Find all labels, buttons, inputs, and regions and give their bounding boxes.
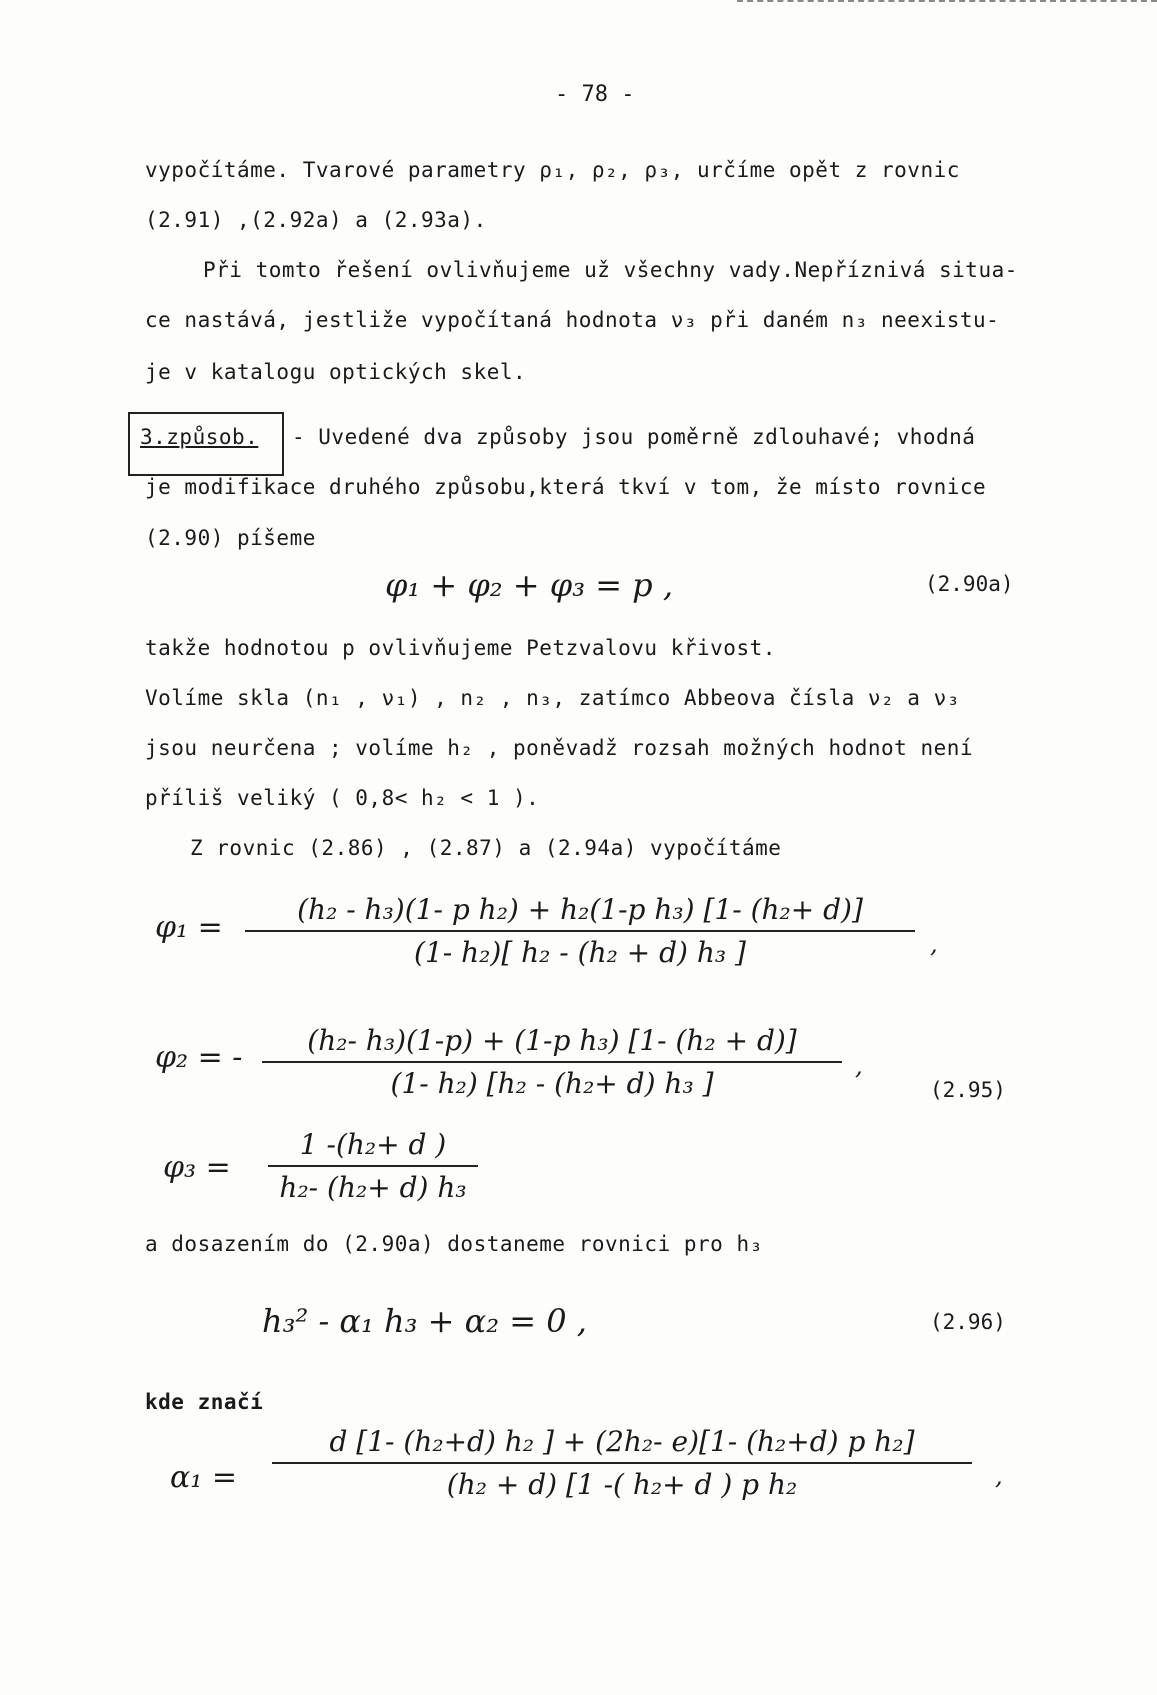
phi2-comma: , <box>855 1052 863 1080</box>
equation-2-96: h₃² - α₁ h₃ + α₂ = 0 , <box>262 1302 587 1340</box>
phi1-denominator: (1- h₂)[ h₂ - (h₂ + d) h₃ ] <box>414 936 746 969</box>
text-line-3: Při tomto řešení ovlivňujeme už všechny vady.Nepříznivá situa- <box>203 258 1018 282</box>
phi2-lhs: φ₂ = - <box>155 1040 243 1075</box>
text-line-13: Z rovnic (2.86) , (2.87) a (2.94a) vypočítáme <box>190 836 782 860</box>
text-line-14: a dosazením do (2.90a) dostaneme rovnici pro h₃ <box>145 1232 763 1256</box>
fraction-bar <box>262 1061 842 1063</box>
text-line-11: jsou neurčena ; volíme h₂ , poněvadž rozsah možných hodnot není <box>145 736 974 760</box>
alpha1-lhs: α₁ = <box>170 1460 237 1495</box>
phi1-comma: , <box>930 930 938 958</box>
fraction-bar <box>245 930 915 932</box>
equation-2-90a: φ₁ + φ₂ + φ₃ = p , <box>385 566 673 604</box>
phi3-denominator: h₂- (h₂+ d) h₃ <box>279 1171 467 1204</box>
phi1-numerator: (h₂ - h₃)(1- p h₂) + h₂(1-p h₃) [1- (h₂+ d)] <box>297 893 863 926</box>
text-line-6: - Uvedené dva způsoby jsou poměrně zdlouhavé; vhodná <box>292 425 976 449</box>
text-line-9: takže hodnotou p ovlivňujeme Petzvalovu křivost. <box>145 636 776 660</box>
phi1-fraction <box>245 893 915 969</box>
phi2-fraction <box>262 1024 842 1100</box>
method-label: 3.způsob. <box>140 425 259 449</box>
text-line-10: Volíme skla (n₁ , ν₁) , n₂ , n₃, zatímco Abbeova čísla ν₂ a ν₃ <box>145 686 960 710</box>
text-line-12: příliš veliký ( 0,8< h₂ < 1 ). <box>145 786 540 810</box>
text-line-5: je v katalogu optických skel. <box>145 360 527 384</box>
alpha1-fraction <box>272 1425 972 1501</box>
alpha1-numerator: d [1- (h₂+d) h₂ ] + (2h₂- e)[1- (h₂+d) p h₂] <box>329 1425 915 1458</box>
text-line-8: (2.90) píšeme <box>145 526 316 550</box>
equation-number-2-95: (2.95) <box>930 1078 1006 1102</box>
text-line-15: kde značí <box>145 1390 264 1414</box>
fraction-bar <box>268 1165 478 1167</box>
equation-number-2-90a: (2.90a) <box>925 572 1014 596</box>
text-line-1: vypočítáme. Tvarové parametry ρ₁, ρ₂, ρ₃, určíme opět z rovnic <box>145 158 960 182</box>
phi1-lhs: φ₁ = <box>155 910 223 945</box>
phi3-fraction <box>268 1128 478 1204</box>
text-line-2: (2.91) ,(2.92a) a (2.93a). <box>145 208 487 232</box>
phi3-numerator: 1 -(h₂+ d ) <box>299 1128 447 1161</box>
top-edge-mark <box>737 0 1157 2</box>
alpha1-comma: , <box>995 1462 1003 1490</box>
phi2-denominator: (1- h₂) [h₂ - (h₂+ d) h₃ ] <box>390 1067 714 1100</box>
alpha1-denominator: (h₂ + d) [1 -( h₂+ d ) p h₂ <box>446 1468 798 1501</box>
fraction-bar <box>272 1462 972 1464</box>
text-line-4: ce nastává, jestliže vypočítaná hodnota ν₃ při daném n₃ neexistu- <box>145 308 1000 332</box>
phi3-lhs: φ₃ = <box>163 1150 231 1185</box>
phi2-numerator: (h₂- h₃)(1-p) + (1-p h₃) [1- (h₂ + d)] <box>307 1024 797 1057</box>
text-line-7: je modifikace druhého způsobu,která tkví v tom, že místo rovnice <box>145 475 987 499</box>
page-number: - 78 - <box>555 82 635 107</box>
equation-number-2-96: (2.96) <box>930 1310 1006 1334</box>
